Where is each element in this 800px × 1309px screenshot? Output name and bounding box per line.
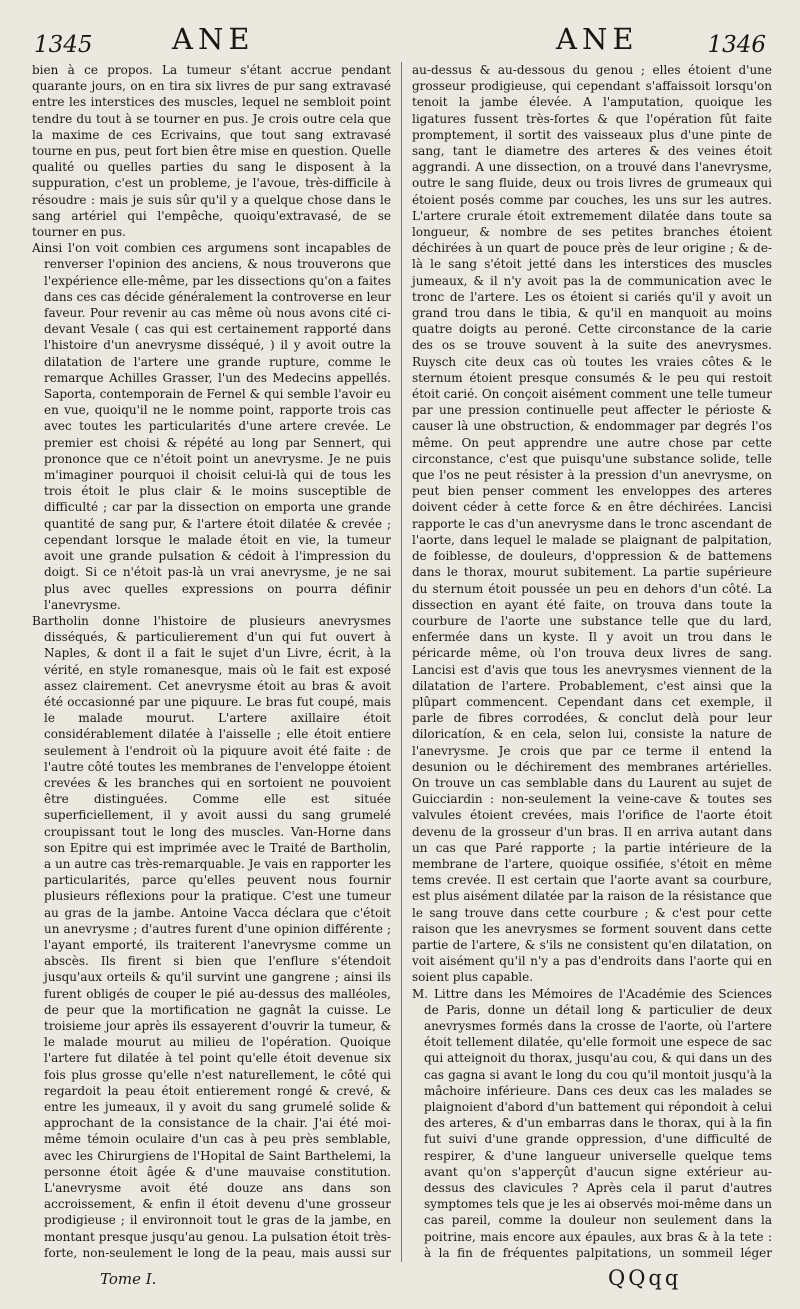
signature-mark: QQqq [608,1266,682,1290]
tome-label: Tome I. [100,1270,157,1288]
paragraph: Ainsi l'on voit combien ces argumens sont incapables de renverser l'opinion des anciens, & nous trouverons que l'expérience elle-même, par les dissections qu'on a faites dans ces cas décide généralement la controverse en leur faveur. Pour revenir au cas même où nous avons cité ci-devant Vesale ( cas qui est certainement rapporté dans l'histoire d'un anevrysme disséqué, ) il y avoit outre la dilatation de l'artere une grande rupture, comme le remarque Achilles Grasser, l'un des Medecins appellés. Saporta, contemporain de Fernel & qui semble l'avoir eu en vue, quoiqu'il ne le nomme point, rapporte trois cas avec toutes les particularités d'une artere crevée. Le premier est choisi & répété au long par Sennert, qui prononce que ce n'étoit point un anevrysme. Je ne puis m'imaginer pourquoi il choisit celui-là qui de tous les trois étoit le plus clair & le moins susceptible de difficulté ; car par la dissection on emporta une grande quantité de sang pur, & l'artere étoit dilatée & crevée ; cependant lorsque le malade étoit en vie, la tumeur avoit une grande pulsation & cédoit à l'impression du doigt. Si ce n'étoit pas-là un vrai anevrysme, je ne sai plus avec quelles expressions on pourra définir l'anevrysme. [32,241,391,612]
paragraph: au-dessus & au-dessous du genou ; elles étoient d'une grosseur prodigieuse, qui cependant s'affaissoit lorsqu'on tenoit la jambe élevée. A l'amputation, quoique les ligatures fussent très-fortes & que l'opération fût faite promptement, il sortit des vaisseaux plus d'une pinte de sang, tant le diametre des arteres & des veines étoit aggrandi. A une dissection, on a trouvé dans l'anevrysme, outre le sang fluide, deux ou trois livres de grumeaux qui étoient posés comme par couches, les uns sur les autres. L'artere crurale étoit extremement dilatée dans toute sa longueur, & nombre de ses petites branches étoient déchirées à un quart de pouce près de leur origine ; & de-là le sang s'étoit jetté dans les interstices des muscles jumeaux, & il n'y avoit pas la de communication avec le tronc de l'artere. Les os étoient si cariés qu'il y avoit un grand trou dans le tibia, & qu'il en manquoit au moins quatre doigts au peroné. Cette circonstance de la carie des os se trouve souvent à la suite des anevrysmes. Ruysch cite deux cas où toutes les vraies côtes & le sternum étoient presque consumés & le peu qui restoit étoit carié. On conçoit aisément comment une telle tumeur par une pression continuelle peut affecter le périoste & causer là une obstruction, & endommager par degrés l'os même. On peut apprendre une autre chose par cette circonstance, c'est que puisqu'une substance solide, telle que l'os ne peut résister à la pression d'un anevrysme, on peut bien penser comment les enveloppes des arteres doivent céder à cette force & en être déchirées. Lancisi rapporte le cas d'un anevrysme dans le tronc ascendant de l'aorte, dans lequel le malade se plaignant de palpitation, de foiblesse, de douleurs, d'oppression & de battemens dans le thorax, mourut subitement. La partie supérieure du sternum étoit poussée un peu en dehors d'un côté. La dissection en ayant été faite, on trouva dans toute la courbure de l'aorte une substance telle que du lard, enfermée dans un kyste. Il y avoit un trou dans le péricarde même, où l'on trouva deux livres de sang. Lancisi est d'avis que tous les anevrysmes viennent de la dilatation de l'artere. Probablement, c'est ainsi que la plûpart commencent. Cependant dans cet exemple, il parle de fibres corrodées, & conclut delà pour leur diloricatíon, & en cela, selon lui, consiste la nature de l'anevrysme. Je crois que par ce terme il entend la desunion ou le déchirement des membranes artérielles. On trouve un cas semblable dans du Laurent au sujet de Guicciardin : non-seulement la veine-cave & toutes ses valvules étoient crevées, mais l'orifice de l'aorte étoit devenu de la grosseur d'un bras. Il en arriva autant dans un cas que Paré rapporte ; la partie intérieure de la membrane de l'artere, quoique ossifiée, s'étoit en même tems crevée. Il est certain que l'aorte avant sa courbure, est plus aisément dilatée par la raison de la résistance que le sang trouve dans cette courbure ; & c'est pour cette raison que les anevrysmes se forment souvent dans cette partie de l'artere, & s'ils ne consistent qu'en dilatation, on voit aisément qu'il n'y a pas d'endroits dans l'aorte qui en soient plus capable. [412,63,772,985]
page-header [0,20,800,60]
paragraph: M. Littre dans les Mémoires de l'Académie des Sciences de Paris, donne un détail long & particulier de deux anevrysmes formés dans la crosse de l'aorte, où l'artere étoit tellement dilatée, qu'elle formoit une espece de sac qui atteignoit du thorax, jusqu'au cou, & qui dans un des cas gagna si avant le long du cou qu'il montoit jusqu'à la mâchoire inférieure. Dans ces deux cas les malades se plaignoient d'abord d'un battement qui répondoit à celui des arteres, & d'un embarras dans le thorax, qui à la fin fut suivi d'une grande oppression, d'une difficulté de respirer, & d'une langueur universelle quelque tems avant qu'on s'apperçût d'aucun signe extérieur au-dessus des clavicules ? Après cela il parut d'autres symptomes tels que je les ai observés moi-même dans un cas pareil, comme la douleur non seulement dans la poitrine, mais encore aux épaules, aux bras & à la tete : à la fin de fréquentes palpitations, un sommeil léger [412,986,772,1260]
left-page-number: 1345 [34,32,93,58]
left-column [32,62,402,1262]
text-columns [32,62,772,1262]
page-footer [0,1262,800,1302]
right-column [402,62,772,1262]
paragraph: Bartholin donne l'histoire de plusieurs anevrysmes disséqués, & particulierement d'un qui fut ouvert à Naples, & dont il a fait le sujet d'un Livre, écrit, à la vérité, en style romanesque, mais où le fait est exposé assez clairement. Cet anevrysme étoit au bras & avoit été occasionné par une piquure. Le bras fut coupé, mais le malade mourut. L'artere axillaire étoit considérablement dilatée à l'aisselle ; elle étoit entiere seulement à l'endroit où la piquure avoit été faite : de l'autre côté toutes les membranes de l'enveloppe étoient crevées & les branches qui en sortoient ne pouvoient être distinguées. Comme elle est située superficiellement, il y avoit aussi du sang grumelé croupissant tout le long des muscles. Van-Horne dans son Epitre qui est imprimée avec le Traité de Bartholin, a un autre cas très-remarquable. Je vais en rapporter les particularités, parce qu'elles peuvent nous fournir plusieurs réflexions pour la pratique. C'est une tumeur au gras de la jambe. Antoine Vacca déclara que c'étoit un anevrysme ; d'autres furent d'une opinion différente ; l'ayant emporté, ils traiterent l'anevrysme comme un abscès. Ils firent si bien que l'enflure s'étendoit jusqu'aux orteils & qu'il survint une gangrene ; ainsi ils furent obligés de couper le pié au-dessus des malléoles, de peur que la mortification ne gagnât la cuisse. Le troisieme jour après ils essayerent d'ouvrir la tumeur, & le malade mourut au milieu de l'opération. Quoique l'artere fut dilatée à tel point qu'elle étoit devenue six fois plus grosse qu'elle n'est naturellement, le côté qui regardoit la peau étoit entierement rongé & crevé, & entre les jumeaux, il y avoit du sang grumelé solide & approchant de la consistance de la chair. J'ai été moi-même témoin oculaire d'un cas à peu près semblable, avec les Chirurgiens de l'Hopital de Saint Barthelemi, la personne étoit âgée & d'une mauvaise constitution. L'anevrysme avoit été douze ans dans son accroissement, & enfin il étoit devenu d'une grosseur prodigieuse ; il environnoit tout le gras de la jambe, en montant presque jusqu'au genou. La pulsation étoit très-forte, non-seulement le long de la peau, mais aussi sur [32,613,391,1260]
paragraph: bien à ce propos. La tumeur s'étant accrue pendant quarante jours, on en tira six livres de pur sang extravasé entre les interstices des muscles, lequel ne sembloit point tendre du tout à se tourner en pus. Je crois outre cela que la maxime de ces Ecrivains, que tout sang extravasé tourne en pus, peut fort bien être mise en question. Quelle qualité ou quelles parties du sang le disposent à la suppuration, c'est un probleme, je l'avoue, très-difficile à résoudre : mais je suis sûr qu'il y a quelque chose dans le sang artériel qui l'empêche, quoiqu'extravasé, de se tourner en pus. [32,63,391,240]
right-running-headword: ANE [556,22,639,56]
right-page-number: 1346 [707,32,766,58]
left-running-headword: ANE [172,22,255,56]
